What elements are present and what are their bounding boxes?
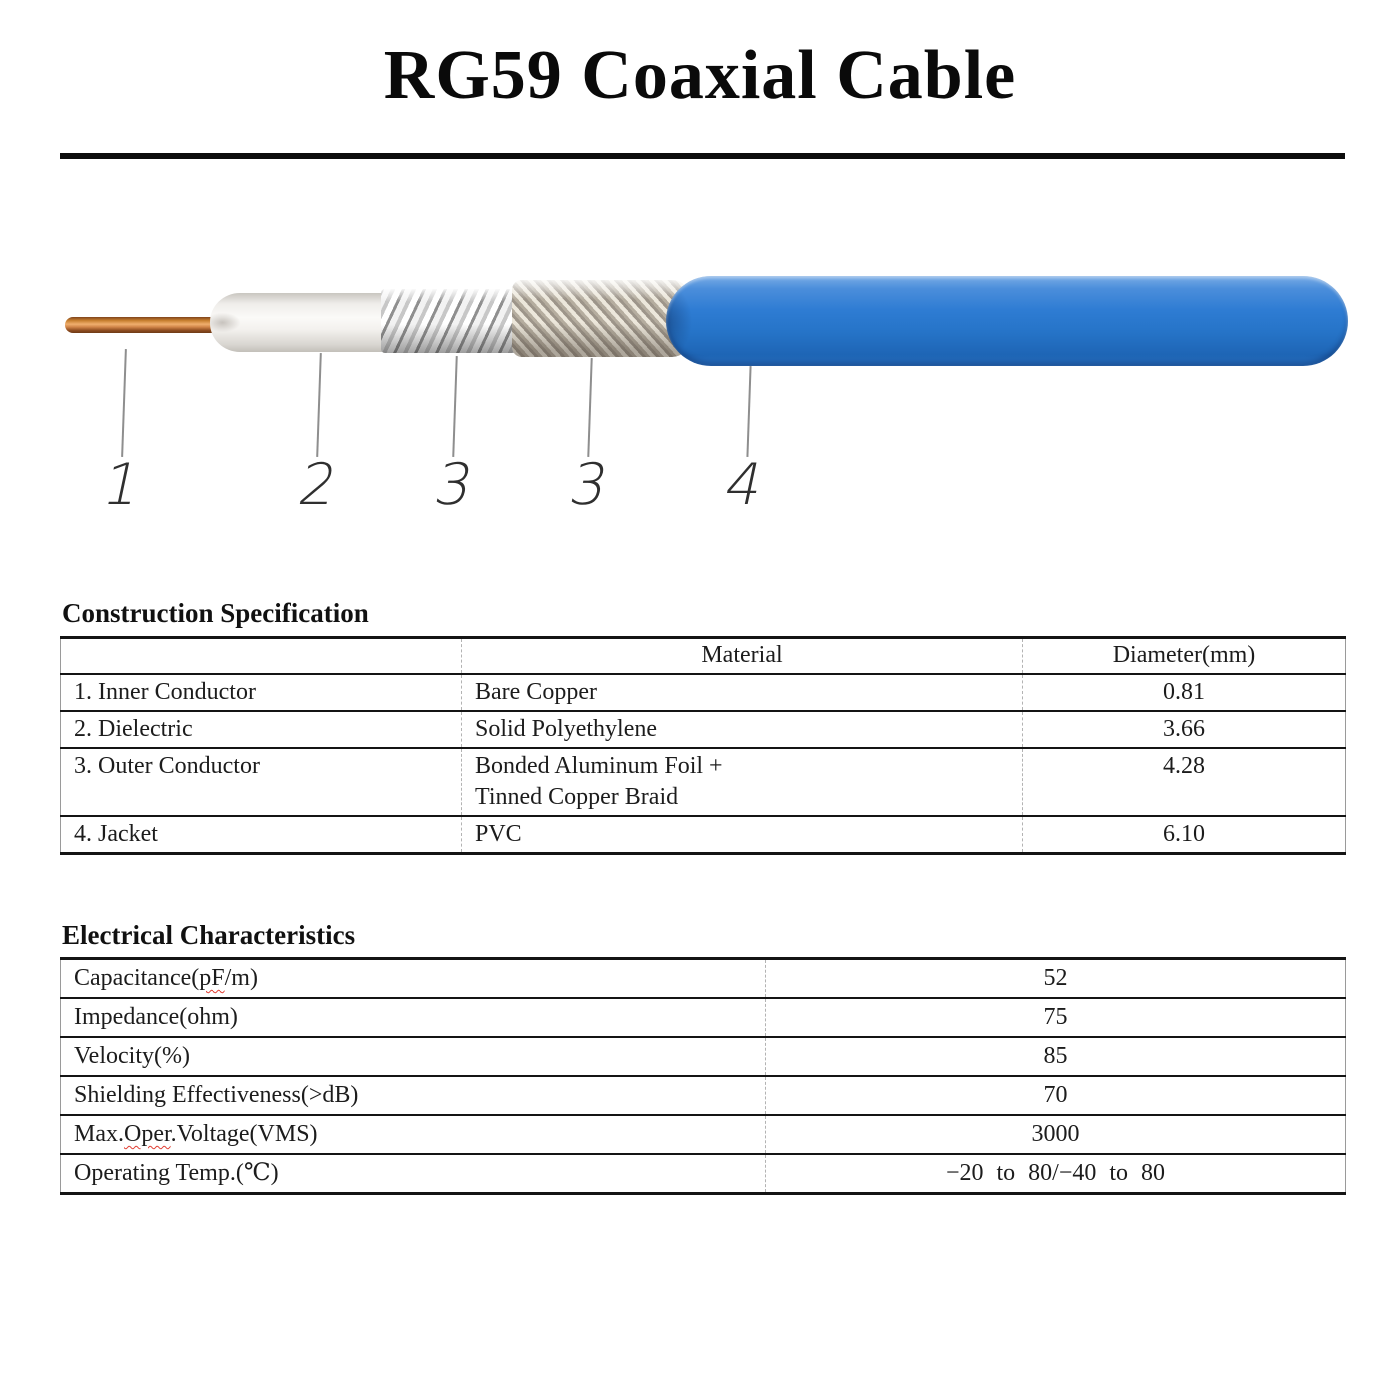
construction-material-cell: Bonded Aluminum Foil + Tinned Copper Braid — [462, 748, 1023, 816]
electrical-value-cell: 3000 — [766, 1115, 1346, 1154]
spellcheck-squiggle: Oper — [124, 1121, 171, 1147]
construction-col-material: Material — [462, 638, 1023, 674]
aluminum-foil-layer — [381, 289, 518, 353]
construction-table-row — [61, 674, 1346, 711]
inner-conductor-layer — [65, 317, 228, 333]
construction-diameter-cell: 0.81 — [1023, 674, 1346, 711]
page-title: RG59 Coaxial Cable — [383, 37, 1017, 114]
construction-header-row — [61, 638, 1346, 674]
construction-diameter-cell: 6.10 — [1023, 816, 1346, 854]
electrical-heading: Electrical Characteristics — [62, 920, 356, 950]
construction-diameter-cell: 4.28 — [1023, 748, 1346, 816]
electrical-value-cell: 52 — [766, 959, 1346, 999]
electrical-value-cell: −20 to 80/−40 to 80 — [766, 1154, 1346, 1194]
construction-material-cell: PVC — [462, 816, 1023, 854]
electrical-table — [60, 957, 1346, 1195]
coax-cable-diagram — [0, 0, 1400, 560]
construction-table-row — [61, 816, 1346, 854]
construction-item-cell: 3. Outer Conductor — [61, 748, 462, 816]
callout-number-3a: 3 — [428, 452, 480, 518]
electrical-table-row — [61, 959, 1346, 999]
callout-line-braid — [587, 358, 592, 457]
copper-braid-layer — [512, 280, 690, 357]
electrical-label-cell: Capacitance(pF/m) — [61, 959, 766, 999]
electrical-table-row — [61, 1076, 1346, 1115]
electrical-value-cell: 70 — [766, 1076, 1346, 1115]
construction-table — [60, 636, 1346, 855]
pvc-jacket-layer — [666, 276, 1348, 366]
callout-line-inner-conductor — [121, 349, 127, 457]
electrical-table-row — [61, 1115, 1346, 1154]
dielectric-layer — [210, 293, 388, 352]
callout-line-foil — [452, 356, 458, 457]
electrical-table-row — [61, 1154, 1346, 1194]
callout-number-4: 4 — [718, 452, 770, 518]
callout-number-3b: 3 — [563, 452, 615, 518]
construction-heading: Construction Specification — [62, 598, 369, 628]
electrical-label-cell: Impedance(ohm) — [61, 998, 766, 1037]
electrical-table-row — [61, 998, 1346, 1037]
construction-col-item — [61, 638, 462, 674]
callout-number-1: 1 — [96, 452, 148, 518]
construction-material-cell: Solid Polyethylene — [462, 711, 1023, 748]
electrical-table-row — [61, 1037, 1346, 1076]
electrical-label-cell: Shielding Effectiveness(>dB) — [61, 1076, 766, 1115]
electrical-label-cell: Velocity(%) — [61, 1037, 766, 1076]
callout-number-2: 2 — [292, 452, 344, 518]
callout-line-dielectric — [316, 353, 322, 457]
construction-table-row — [61, 711, 1346, 748]
electrical-label-cell: Operating Temp.(℃) — [61, 1154, 766, 1194]
construction-table-row — [61, 748, 1346, 816]
electrical-value-cell: 85 — [766, 1037, 1346, 1076]
spellcheck-squiggle: pF — [199, 965, 225, 991]
construction-material-cell: Bare Copper — [462, 674, 1023, 711]
construction-item-cell: 4. Jacket — [61, 816, 462, 854]
electrical-value-cell: 75 — [766, 998, 1346, 1037]
electrical-label-cell: Max.Oper.Voltage(VMS) — [61, 1115, 766, 1154]
callout-line-jacket — [746, 366, 751, 457]
construction-item-cell: 2. Dielectric — [61, 711, 462, 748]
construction-item-cell: 1. Inner Conductor — [61, 674, 462, 711]
construction-col-diameter: Diameter(mm) — [1023, 638, 1346, 674]
construction-diameter-cell: 3.66 — [1023, 711, 1346, 748]
